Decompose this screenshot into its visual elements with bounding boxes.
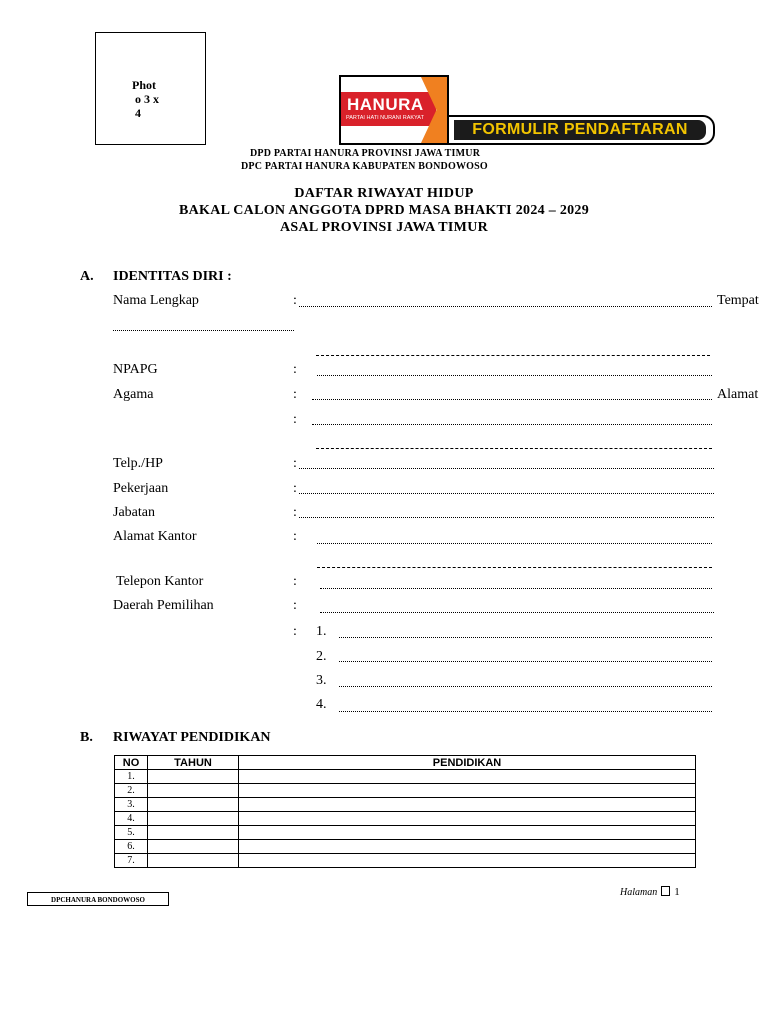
- col-pendidikan: PENDIDIKAN: [239, 756, 696, 770]
- page-number: [620, 886, 680, 898]
- label-tempat: Tempat: [717, 293, 759, 308]
- label-agama: Agama: [113, 387, 154, 402]
- colon: :: [293, 529, 297, 544]
- section-b-heading: RIWAYAT PENDIDIKAN: [113, 730, 271, 745]
- daerah-pemilihan-field[interactable]: [320, 612, 714, 613]
- colon: :: [293, 505, 297, 520]
- label-alamat: Alamat: [717, 387, 759, 402]
- list-field-1[interactable]: [339, 637, 712, 638]
- pendidikan-cell[interactable]: [239, 840, 696, 854]
- telp-hp-field[interactable]: [299, 468, 714, 469]
- tahun-cell[interactable]: [148, 770, 239, 784]
- alamat-field[interactable]: [312, 424, 712, 425]
- doc-subtitle: BAKAL CALON ANGGOTA DPRD MASA BHAKTI 2024 – 2029: [178, 203, 590, 218]
- table-header-row: [115, 756, 696, 770]
- tahun-cell[interactable]: [148, 784, 239, 798]
- tahun-cell[interactable]: [148, 798, 239, 812]
- pendidikan-cell[interactable]: [239, 812, 696, 826]
- row-no: 3.: [115, 798, 148, 812]
- nama-lengkap-field[interactable]: [299, 306, 712, 307]
- list-field-2[interactable]: [339, 661, 712, 662]
- list-number: 3.: [316, 673, 327, 688]
- page-number-value: 1: [674, 886, 680, 898]
- tahun-cell[interactable]: [148, 812, 239, 826]
- pekerjaan-field[interactable]: [299, 493, 714, 494]
- table-row: [115, 784, 696, 798]
- section-a-letter: A.: [80, 269, 94, 284]
- telepon-kantor-field[interactable]: [320, 588, 712, 589]
- photo-label: Phot o 3 x 4: [132, 78, 159, 120]
- colon: :: [293, 412, 297, 427]
- col-tahun: TAHUN: [148, 756, 239, 770]
- list-number: 4.: [316, 697, 327, 712]
- table-row: [115, 854, 696, 868]
- org-line-dpd: DPD PARTAI HANURA PROVINSI JAWA TIMUR: [250, 148, 481, 159]
- extra-line-1[interactable]: [316, 355, 710, 356]
- row-no: 1.: [115, 770, 148, 784]
- agama-field[interactable]: [312, 399, 712, 400]
- colon: :: [293, 598, 297, 613]
- label-telp-hp: Telp./HP: [113, 456, 163, 471]
- colon: :: [293, 293, 297, 308]
- row-no: 6.: [115, 840, 148, 854]
- tahun-cell[interactable]: [148, 840, 239, 854]
- logo-tagline: PARTAI HATI NURANI RAKYAT: [346, 115, 424, 121]
- page-box-icon: [661, 886, 670, 896]
- pendidikan-cell[interactable]: [239, 798, 696, 812]
- pendidikan-cell[interactable]: [239, 770, 696, 784]
- list-number: 2.: [316, 649, 327, 664]
- section-b-letter: B.: [80, 730, 93, 745]
- row-no: 7.: [115, 854, 148, 868]
- alamat-field-2[interactable]: [316, 448, 712, 449]
- colon: :: [293, 574, 297, 589]
- jabatan-field[interactable]: [299, 517, 714, 518]
- colon: :: [293, 481, 297, 496]
- npapg-field[interactable]: [317, 375, 712, 376]
- colon: :: [293, 624, 297, 639]
- doc-title: DAFTAR RIWAYAT HIDUP: [294, 186, 474, 201]
- label-npapg: NPAPG: [113, 362, 158, 377]
- table-row: [115, 798, 696, 812]
- col-no: NO: [115, 756, 148, 770]
- tahun-cell[interactable]: [148, 826, 239, 840]
- label-daerah-pemilihan: Daerah Pemilihan: [113, 598, 214, 613]
- org-line-dpc: DPC PARTAI HANURA KABUPATEN BONDOWOSO: [241, 161, 488, 172]
- table-row: [115, 826, 696, 840]
- doc-subtitle-2: ASAL PROVINSI JAWA TIMUR: [279, 220, 489, 235]
- label-telepon-kantor: Telepon Kantor: [116, 574, 204, 589]
- pendidikan-cell[interactable]: [239, 854, 696, 868]
- row-no: 4.: [115, 812, 148, 826]
- list-field-4[interactable]: [339, 711, 712, 712]
- education-table: [114, 755, 696, 868]
- label-alamat-kantor: Alamat Kantor: [113, 529, 197, 544]
- table-row: [115, 770, 696, 784]
- form-title-text: FORMULIR PENDAFTARAN: [472, 121, 688, 138]
- alamat-kantor-field-2[interactable]: [317, 567, 712, 568]
- tempat-field[interactable]: [113, 330, 294, 331]
- label-nama-lengkap: Nama Lengkap: [113, 293, 199, 308]
- list-number: 1.: [316, 624, 327, 639]
- pendidikan-cell[interactable]: [239, 784, 696, 798]
- colon: :: [293, 362, 297, 377]
- tahun-cell[interactable]: [148, 854, 239, 868]
- list-field-3[interactable]: [339, 686, 712, 687]
- row-no: 5.: [115, 826, 148, 840]
- form-title-banner: [447, 115, 715, 145]
- alamat-kantor-field[interactable]: [317, 543, 712, 544]
- table-row: [115, 840, 696, 854]
- table-row: [115, 812, 696, 826]
- label-jabatan: Jabatan: [113, 505, 155, 520]
- hanura-logo: [339, 75, 449, 145]
- page-label: Halaman: [620, 887, 658, 898]
- row-no: 2.: [115, 784, 148, 798]
- logo-name: HANURA: [347, 95, 424, 114]
- pendidikan-cell[interactable]: [239, 826, 696, 840]
- colon: :: [293, 387, 297, 402]
- label-pekerjaan: Pekerjaan: [113, 481, 169, 496]
- footer-org: DPCHANURA BONDOWOSO: [27, 892, 169, 906]
- section-a-heading: IDENTITAS DIRI :: [113, 269, 232, 284]
- colon: :: [293, 456, 297, 471]
